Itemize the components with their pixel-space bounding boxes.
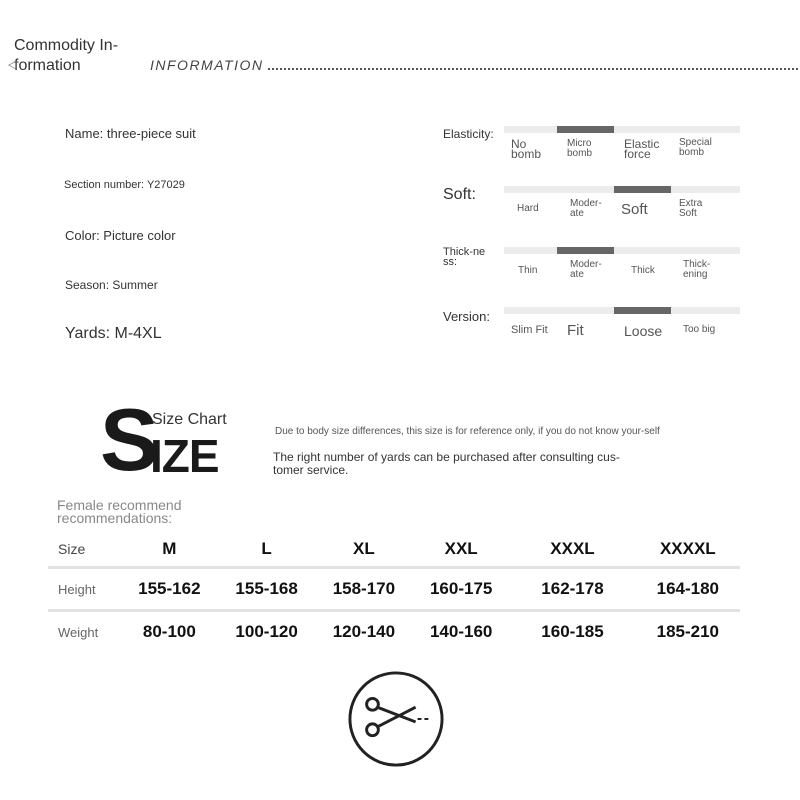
size-disclaimer: Due to body size differences, this size is for reference only, if you do not know your-self [275, 426, 660, 437]
thickness-label: Thick-ness: [443, 246, 486, 268]
table-cell: 185-210 [656, 622, 720, 641]
table-header-row [48, 532, 740, 568]
page-title [14, 36, 144, 76]
table-cell: 155-168 [218, 568, 314, 611]
product-color: Color: Picture color [65, 228, 176, 243]
column-header: L [218, 532, 314, 568]
elasticity-option: No bomb [511, 137, 542, 161]
arrow-left-icon: ◁ [8, 59, 17, 71]
product-name: Name: three-piece suit [65, 126, 196, 141]
customer-service-note: The right number of yards can be purchased after consulting cus-tomer service. [273, 450, 620, 477]
table-cell: 160-175 [413, 568, 509, 611]
elasticity-option: Special bomb [679, 137, 712, 158]
table-cell: 120-140 [332, 622, 396, 641]
thickness-scale [504, 247, 740, 254]
table-cell: 162-178 [509, 568, 635, 611]
soft-option: Hard [517, 203, 539, 214]
section-number: Section number: Y27029 [64, 179, 185, 191]
table-row [48, 611, 740, 653]
product-season: Season: Summer [65, 278, 158, 292]
thickness-option: Thick-ening [683, 259, 711, 280]
version-option: Slim Fit [511, 324, 548, 336]
table-cell: 80-100 [142, 622, 196, 641]
table-cell: 140-160 [429, 622, 493, 641]
version-option: Loose [624, 323, 663, 339]
soft-selected-marker [614, 186, 671, 193]
soft-scale [504, 186, 740, 193]
column-header: XL [315, 532, 413, 568]
scissors-icon [347, 670, 445, 768]
page-title-line2: formation [14, 57, 81, 74]
column-header: XXL [413, 532, 509, 568]
thickness-selected-marker [557, 247, 614, 254]
size-logo-ize: IZE [150, 430, 219, 482]
page-title-line1: Commodity In- [14, 37, 119, 54]
soft-option: Moder-ate [570, 198, 602, 219]
version-option: Fit [567, 322, 584, 339]
version-label: Version: [443, 309, 490, 324]
table-cell: 158-170 [315, 568, 413, 611]
table-cell: 160-185 [541, 622, 604, 641]
soft-label: Soft: [443, 186, 476, 203]
table-row [48, 568, 740, 611]
female-recommendation-label: Female recommend recommendations: [57, 497, 182, 526]
dotted-divider [268, 68, 798, 70]
thickness-option: Moder-ate [570, 259, 602, 280]
information-subtitle: INFORMATION [150, 57, 264, 73]
thickness-option: Thick [631, 265, 655, 276]
soft-option: Extra Soft [679, 198, 703, 219]
column-header: XXXXL [636, 532, 740, 568]
column-header: XXXL [509, 532, 635, 568]
size-chart-label: Size Chart [152, 411, 227, 428]
soft-option: Soft [621, 201, 648, 218]
column-header: M [120, 532, 218, 568]
thickness-option: Thin [518, 265, 538, 276]
version-option: Too big [683, 324, 716, 335]
row-label: Weight [58, 624, 99, 640]
version-scale [504, 307, 740, 314]
size-logo-s: S [100, 390, 154, 489]
elasticity-selected-marker [557, 126, 614, 133]
column-header: Size [48, 532, 120, 568]
table-cell: 155-162 [120, 568, 218, 611]
row-label: Height [48, 568, 120, 611]
elasticity-label: Elasticity: [443, 127, 494, 141]
product-yards: Yards: M-4XL [65, 325, 162, 342]
table-cell: 100-120 [235, 622, 298, 641]
elasticity-scale [504, 126, 740, 133]
elasticity-option: Elastic force [624, 137, 660, 161]
version-selected-marker [614, 307, 671, 314]
elasticity-option: Micro bomb [567, 138, 593, 159]
table-cell: 164-180 [636, 568, 740, 611]
size-table [48, 532, 740, 652]
